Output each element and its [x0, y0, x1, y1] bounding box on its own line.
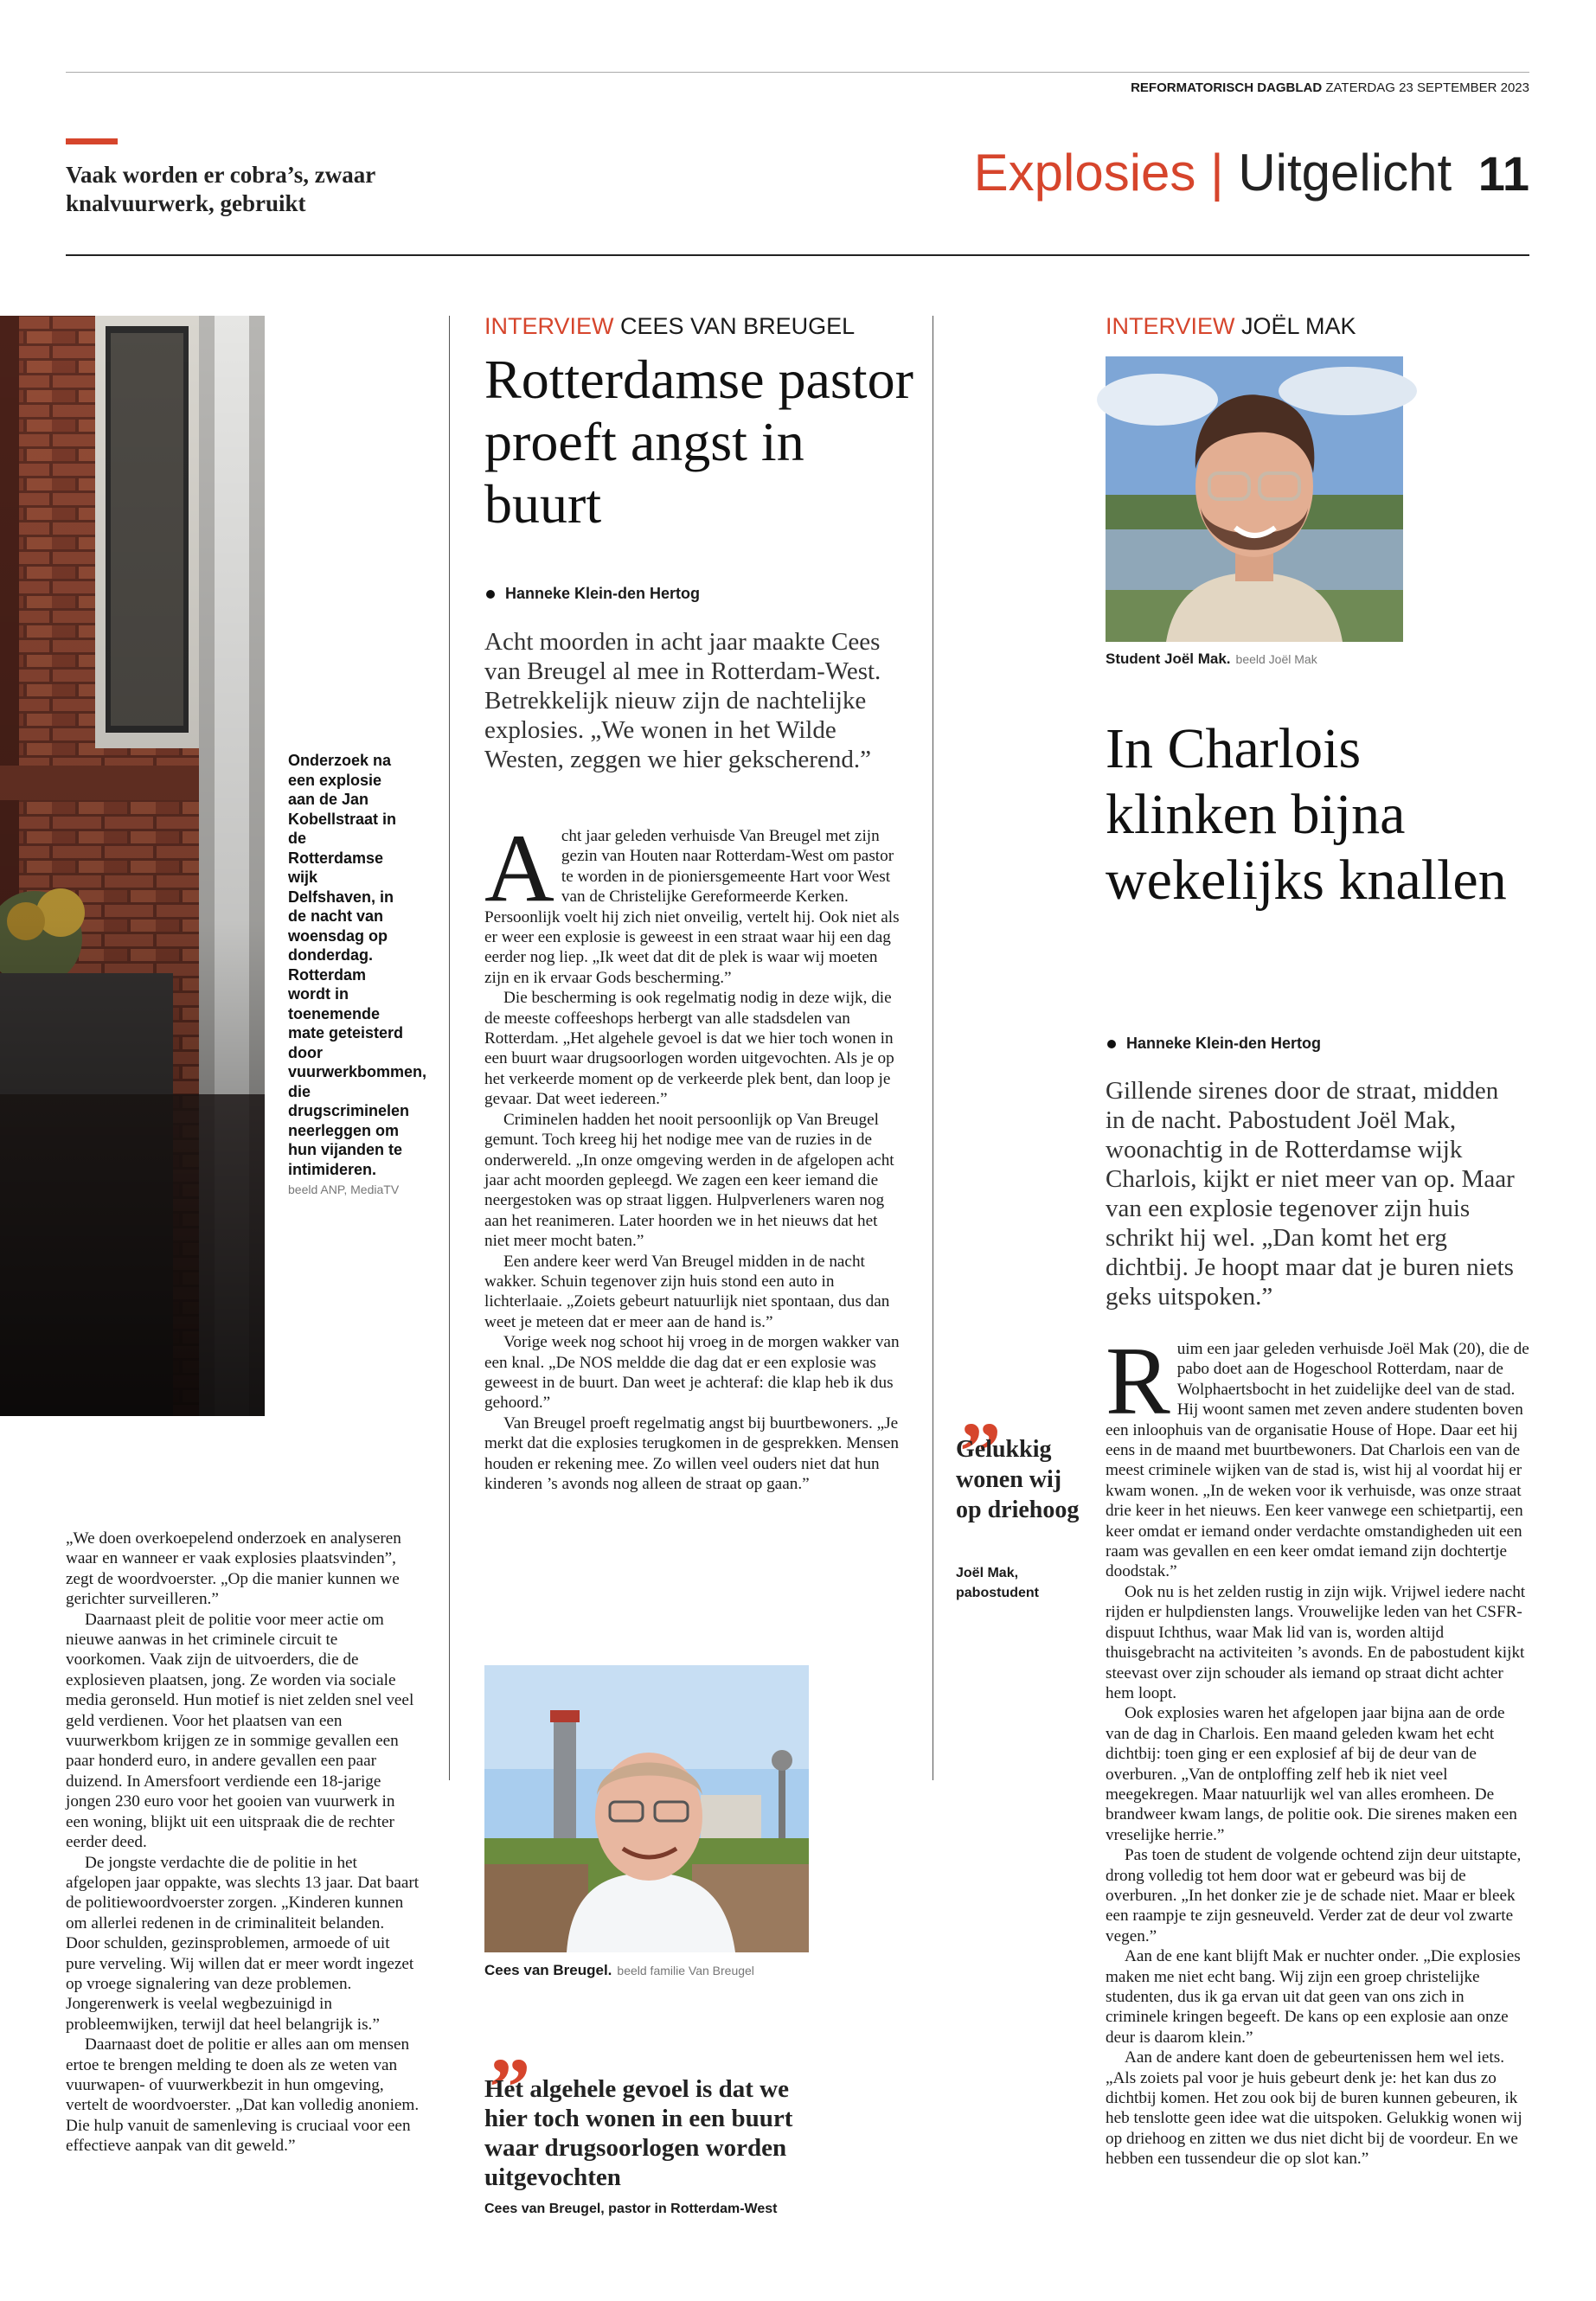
publication-name: REFORMATORISCH DAGBLAD — [1131, 80, 1323, 95]
interview2-byline — [1107, 1035, 1321, 1053]
left-article — [66, 1529, 420, 2157]
column-divider-left — [449, 316, 450, 1780]
section-header — [974, 138, 1529, 208]
cees-photo-credit: beeld familie Van Breugel — [617, 1964, 754, 1977]
interview2-label-name: JOËL MAK — [1241, 313, 1356, 339]
page-number: 11 — [1477, 146, 1529, 201]
interview2-quote-attribution: Joël Mak, pabostudent — [956, 1566, 1039, 1600]
interview1-first-paragraph-text: cht jaar geleden verhuisde Van Breugel met zijn gezin van Houten naar Rotterdam-West om pastor te worden in de pioniersgemeente Hart voor West van de Christelijke Gereformeerde Kerken. Persoonlijk voelt hij zich niet onveilig, vertelt hij. Ook niet als er weer een explosie is geweest in een straat waar hij een dag eerder nog liep. „Ik weet dat dit de plek is waar wij moeten zijn en ik ervaar Gods bescherming.” — [484, 827, 900, 987]
interview2-author: Hanneke Klein-den Hertog — [1126, 1035, 1322, 1052]
interview1-label-red: INTERVIEW — [484, 313, 614, 339]
interview1-quote-attribution: Cees van Breugel, pastor in Rotterdam-West — [484, 2202, 778, 2216]
interview2-label-red: INTERVIEW — [1106, 313, 1235, 339]
cees-portrait-illustration — [484, 1665, 809, 1952]
photo-illustration — [0, 316, 265, 1416]
issue-date: ZATERDAG 23 SEPTEMBER 2023 — [1325, 80, 1529, 95]
photo-caption-text: Onderzoek na een explosie aan de Jan Kobellstraat in de Rotterdamse wijk Delfshaven, in de nacht van woensdag op donderdag. Rotterdam wordt in toenemende mate geteisterd door vuurwerkbommen, die drugscriminelen neerleggen om hun vijanden te intimideren. — [288, 752, 427, 1178]
left-article-paragraph: „We doen overkoepelend onderzoek en analyseren waar en wanneer er vaak explosies plaatsvinden”, zegt de woordvoerster. „Op die manier kunnen we gerichter surveilleren.” — [66, 1529, 401, 1609]
interview1-label-name: CEES VAN BREUGEL — [620, 313, 856, 339]
interview2-dropcap: R — [1106, 1328, 1170, 1435]
interview2-headline: In Charlois klinken bijna wekelijks knallen — [1106, 717, 1507, 912]
photo-caption-credit: beeld ANP, MediaTV — [288, 1183, 400, 1196]
interview2-paragraph: Aan de ene kant blijft Mak er nuchter onder. „Die explosies maken me niet echt bang. Wij zijn een groep christelijke studenten, dus ik ga ervan uit dat geen van ons zich in criminele kringen begeeft. De kans op een explosie aan onze deur is daarom klein.” — [1106, 1947, 1521, 2047]
interview1-label — [484, 313, 855, 340]
interview2-paragraph: Pas toen de student de volgende ochtend zijn deur uitstapte, drong volledig tot hem door wat er gebeurd was bij de overburen. „In het donker zie je de schade niet. Maar er bleek een raampje te zijn gesneuveld. Verder zat de deur vol zwarte vegen.” — [1106, 1846, 1522, 1945]
interview1-paragraph: Van Breugel proeft regelmatig angst bij buurtbewoners. „Je merkt dat die explosies terugkomen in de gesprekken. Mensen houden er rekening mee. Zo willen veel ouders niet dat hun kinderen ’s avonds nog alleen de straat op gaan.” — [484, 1413, 900, 1493]
top-rule — [66, 72, 1529, 73]
joel-photo-credit: beeld Joël Mak — [1235, 652, 1317, 666]
interview2-quote-mark: „ — [960, 1362, 998, 1454]
masthead — [1131, 80, 1529, 95]
interview2-first-paragraph — [1106, 1328, 1529, 1582]
interview1-first-paragraph — [484, 815, 904, 988]
interview2-first-paragraph-text: uim een jaar geleden verhuisde Joël Mak (20), die de pabo doet aan de Hogeschool Rotterdam, naar de Wolphaertsbocht in het zuidelijke deel van de stad. Hij woont samen met zeven andere studenten boven een inloophuis van de organisatie House of Hope. Daar eet hij eens in de maand met buurtbewoners. Dat Charlois een van de meest criminele wijken van de stad is, wist hij al voordat hij er kwam wonen. „In de weken voor ik verhuisde, was onze straat drie keer in het nieuws. Een keer vanwege een schietpartij, een keer omdat er iemand onder verdachte omstandigheden uit een raam was gevallen en een keer omdat iemand zijn dochtertje doodstak.” — [1106, 1340, 1529, 1581]
byline-dot — [486, 590, 495, 599]
teaser: Vaak worden er cobra’s, zwaar knalvuurwerk, gebruikt — [66, 162, 375, 216]
interview2-paragraph: Ook nu is het zelden rustig in zijn wijk. Vrijwel iedere nacht rijden er hulpdiensten langs. Vrouwelijke leden van het CSFR-dispuut Ichthus, waar Mak lid van is, worden altijd thuisgebracht na activiteiten ’s avonds. En de pabostudent kijkt steevast over zijn schouder als iemand op straat dicht achter hem loopt. — [1106, 1582, 1526, 1702]
photo-caption — [288, 751, 427, 1200]
left-article-paragraph: Daarnaast pleit de politie voor meer actie om nieuwe aanwas in het criminele circuit te voorkomen. Vaak zijn de uitvoerders, die de explosieven plaatsen, jong. Ze worden via sociale media geronseld. Hun motief is niet zelden snel veel geld verdienen. Voor het plaatsen van een vuurwerkbom krijgen ze in sommige gevallen een paar honderd euro, in andere gevallen een paar duizend. In Amersfoort verdiende een 18-jarige jongen 230 euro voor het gooien van vuurwerk in een woning, blijkt uit een uitspraak die de rechter eerder deed. — [66, 1610, 414, 1852]
interview2-paragraph: Aan de andere kant doen de gebeurtenissen hem wel iets. „Als zoiets pal voor je huis gebeurt denk je: het kan dus zo dichtbij komen. Het zou ook bij de buren kunnen gebeuren, ik heb tenslotte geen idee wat die uitspoken. Gelukkig wonen wij op driehoog en zitten we dus niet dicht bij de voordeur. En we hebben een tussendeur die op slot kan.” — [1106, 2048, 1522, 2169]
interview2-label — [1106, 313, 1356, 340]
explosion-scene-photo — [0, 316, 265, 1416]
interview1-author: Hanneke Klein-den Hertog — [505, 585, 701, 602]
interview2-paragraph: Ook explosies waren het afgelopen jaar bijna aan de orde van de dag in Charlois. Een maand geleden kwam het echt dichtbij: toen ging er een explosief af bij de deur van de overburen. „Van de ontploffing zelf heb ik niet veel meegekregen. Maar natuurlijk wel van alles eromheen. De brandweer kwam langs, de politie ook. Die sirenes maken een vreselijke herrie.” — [1106, 1704, 1517, 1844]
byline-dot — [1107, 1040, 1116, 1048]
left-article-paragraph: Daarnaast doet de politie er alles aan om mensen ertoe te brengen melding te doen als ze weten van vuurwapen- of vuurwerkbezit in hun omgeving, vertelt de woordvoerster. „Dat kan volledig anoniem. Die hulp vanuit de samenleving is cruciaal voor een effectieve aanpak van dit geweld.” — [66, 2035, 420, 2156]
section-name-red: Explosies — [973, 144, 1196, 202]
section-separator: | — [1210, 144, 1224, 202]
interview2-pull-quote: Gelukkig wonen wij op driehoog — [956, 1436, 1080, 1523]
cees-photo — [484, 1665, 809, 1952]
interview1-intro: Acht moorden in acht jaar maakte Cees van Breugel al mee in Rotterdam-West. Betrekkelijk nieuw zijn de nachtelijke explosies. „We wonen in het Wilde Westen, zeggen we hier gekscherend.” — [484, 628, 881, 773]
interview1-paragraph: Die bescherming is ook regelmatig nodig in deze wijk, die de meeste coffeeshops herbergt van alle stadsdelen van Rotterdam. „Het algehele gevoel is dat we hier toch wonen in een buurt waar drugsoorlogen worden uitgevochten. Als je op het verkeerde moment op de verkeerde plek bent, dan loop je gevaar. Dat weet iedereen.” — [484, 989, 894, 1109]
joel-photo-caption-text: Student Joël Mak. — [1106, 651, 1231, 667]
interview1-body — [484, 815, 904, 1494]
interview1-pull-quote: Het algehele gevoel is dat we hier toch wonen in een buurt waar drugsoorlogen worden uitgevochten — [484, 2075, 793, 2191]
joel-photo-caption — [1106, 651, 1317, 668]
header-rule — [66, 254, 1529, 256]
section-name: Uitgelicht — [1238, 144, 1452, 202]
interview1-headline: Rotterdamse pastor proeft angst in buurt — [484, 349, 913, 535]
joel-portrait-illustration — [1106, 356, 1403, 642]
teaser-accent-bar — [66, 138, 118, 144]
interview1-quote-mark: „ — [490, 1997, 528, 2090]
interview1-dropcap: A — [484, 815, 554, 922]
left-article-paragraph: De jongste verdachte die de politie in het afgelopen jaar oppakte, was slechts 13 jaar. Dat baart de politiewoordvoerster zorgen. „Kinderen kunnen om allerlei redenen in de criminaliteit belanden. Door schulden, gezinsproblemen, armoede of uit pure verveling. Wij willen dat er meer wordt ingezet op vroege signalering van deze problemen. Jongerenwerk is veelal wegbezuinigd in probleemwijken, terwijl dat heel belangrijk is.” — [66, 1853, 420, 2034]
interview1-paragraph: Criminelen hadden het nooit persoonlijk op Van Breugel gemunt. Toch kreeg hij het nodige mee van de ruzies in de onderwereld. „In onze omgeving werden in de afgelopen acht jaar acht moorden gepleegd. We zagen een keer iemand die neergestoken was op straat liggen. Hulpverleners waren nog aan het reanimeren. Later hoorden we in het nieuws dat het niet meer mocht baten.” — [484, 1110, 894, 1251]
interview2-intro: Gillende sirenes door de straat, midden in de nacht. Pabostudent Joël Mak, woonachtig in de Rotterdamse wijk Charlois, kijkt er niet meer van op. Maar van een explosie tegenover zijn huis schrikt hij wel. „Dan komt het erg dichtbij. Je hoopt maar dat je buren niets geks uitspoken.” — [1106, 1077, 1515, 1311]
interview2-body — [1106, 1328, 1529, 2170]
interview1-paragraph: Een andere keer werd Van Breugel midden in de nacht wakker. Schuin tegenover zijn huis stond een auto in lichterlaaie. „Zoiets gebeurt natuurlijk niet spontaan, dus dan weet je meteen dat er meer aan de hand is.” — [484, 1252, 890, 1331]
cees-photo-caption-text: Cees van Breugel. — [484, 1962, 612, 1978]
interview1-byline — [486, 585, 700, 603]
cees-photo-caption — [484, 1962, 754, 1979]
joel-photo — [1106, 356, 1403, 642]
interview1-paragraph: Vorige week nog schoot hij vroeg in de morgen wakker van een knal. „De NOS meldde die dag dat er een explosie was geweest in de buurt. Dan weet je achteraf: die klap heb ik dus gehoord.” — [484, 1333, 900, 1413]
